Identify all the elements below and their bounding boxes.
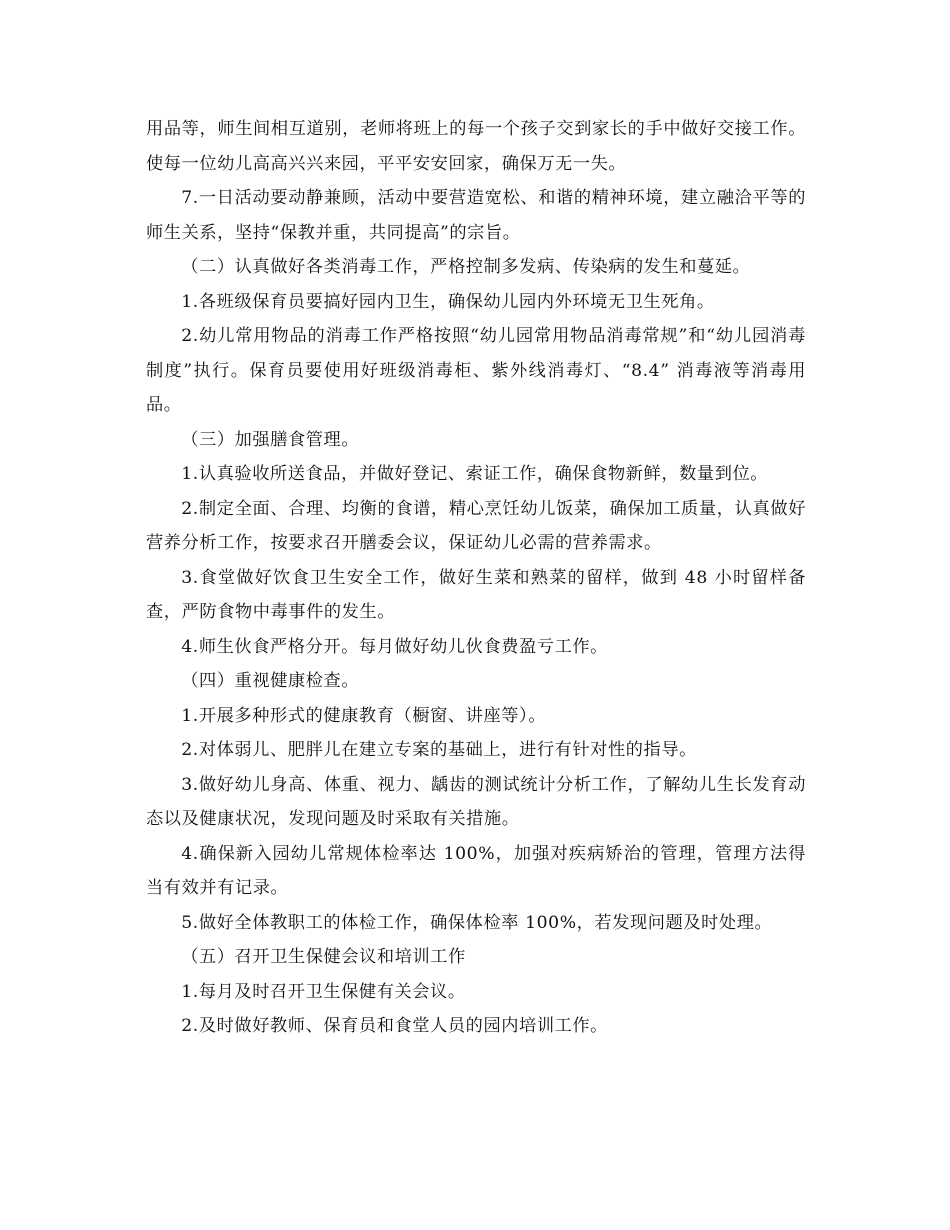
paragraph-item: 1.开展多种形式的健康教育（橱窗、讲座等）。 <box>181 705 547 726</box>
paragraph-item: 4.确保新入园幼儿常规体检率达 100%，加强对疾病矫治的管理，管理方法得当有效并有记录。 <box>146 843 806 898</box>
paragraph-item: 1.各班级保育员要搞好园内卫生，确保幼儿园内外环境无卫生死角。 <box>181 291 715 312</box>
paragraph-continuation: 用品等，师生间相互道别，老师将班上的每一个孩子交到家长的手中做好交接工作。使每一位幼儿高高兴兴来园，平平安安回家，确保万无一失。 <box>146 119 806 174</box>
paragraph-item: 3.食堂做好饮食卫生安全工作，做好生菜和熟菜的留样，做到 48 小时留样备查，严防食物中毒事件的发生。 <box>146 567 806 622</box>
paragraph-item: 5.做好全体教职工的体检工作，确保体检率 100%，若发现问题及时处理。 <box>181 912 773 933</box>
paragraph-item: 2.幼儿常用物品的消毒工作严格按照“幼儿园常用物品消毒常规”和“幼儿园消毒制度”执行。保育员要使用好班级消毒柜、紫外线消毒灯、“8.4” 消毒液等消毒用品。 <box>146 326 806 415</box>
paragraph-item-7: 7.一日活动要动静兼顾，活动中要营造宽松、和谐的精神环境，建立融洽平等的师生关系，坚持“保教并重，共同提高”的宗旨。 <box>146 188 806 243</box>
section-heading-4: （四）重视健康检查。 <box>181 671 360 691</box>
paragraph-item: 1.认真验收所送食品，并做好登记、索证工作，确保食物新鲜，数量到位。 <box>181 464 769 484</box>
section-heading-3: （三）加强膳食管理。 <box>181 429 360 450</box>
paragraph-item: 4.师生伙食严格分开。每月做好幼儿伙食费盈亏工作。 <box>181 636 608 657</box>
document-body <box>146 112 806 1044</box>
paragraph-item: 2.及时做好教师、保育员和食堂人员的园内培训工作。 <box>181 1016 608 1036</box>
paragraph-item: 1.每月及时召开卫生保健有关会议。 <box>181 981 466 1002</box>
section-heading-2: （二）认真做好各类消毒工作，严格控制多发病、传染病的发生和蔓延。 <box>181 257 751 277</box>
paragraph-item: 3.做好幼儿身高、体重、视力、龋齿的测试统计分析工作，了解幼儿生长发育动态以及健康状况，发现问题及时采取有关措施。 <box>146 774 806 829</box>
paragraph-item: 2.对体弱儿、肥胖儿在建立专案的基础上，进行有针对性的指导。 <box>181 740 697 760</box>
section-heading-5: （五）召开卫生保健会议和培训工作 <box>181 947 466 967</box>
paragraph-item: 2.制定全面、合理、均衡的食谱，精心烹饪幼儿饭菜，确保加工质量，认真做好营养分析工作，按要求召开膳委会议，保证幼儿必需的营养需求。 <box>146 498 806 553</box>
